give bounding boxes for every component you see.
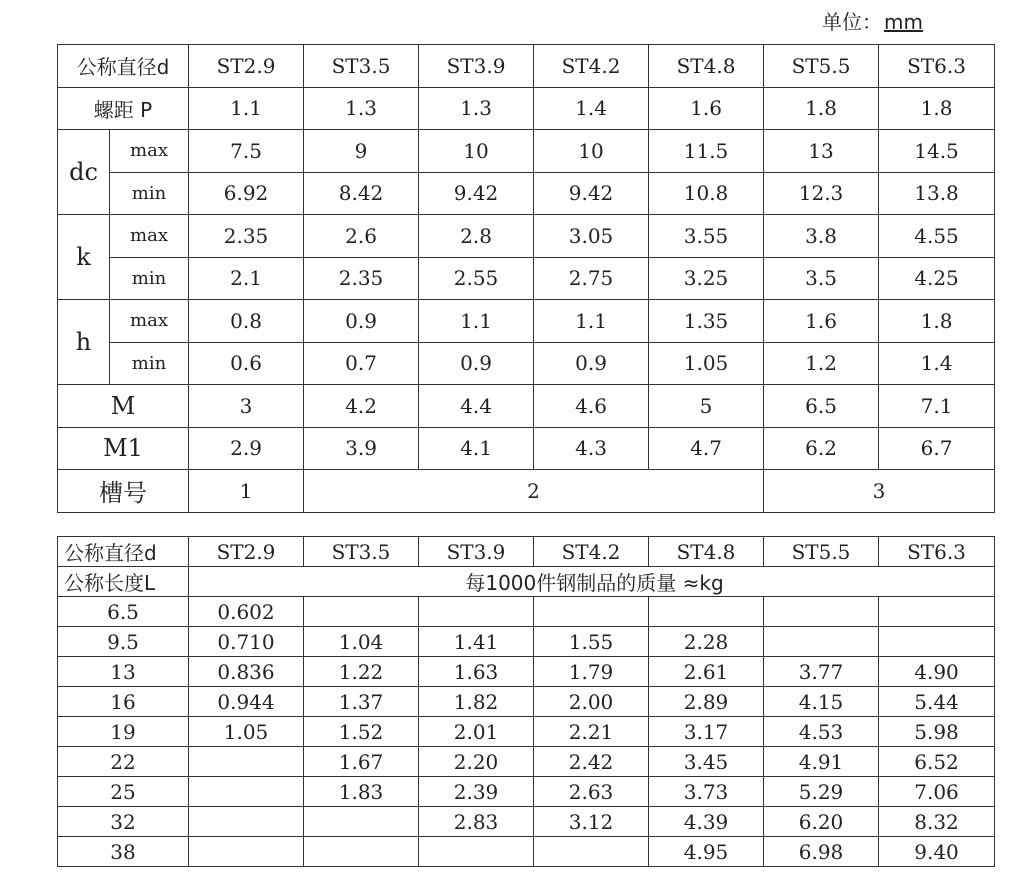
mass-row bbox=[58, 747, 995, 777]
mass-cell: 4.91 bbox=[764, 747, 879, 777]
length-cell: 38 bbox=[58, 837, 189, 867]
mass-row bbox=[58, 717, 995, 747]
mass-cell bbox=[304, 597, 419, 627]
m-cell: 4.6 bbox=[534, 385, 649, 428]
pitch-cell: 1.8 bbox=[879, 87, 995, 130]
dc-min-cell: 8.42 bbox=[304, 172, 419, 215]
h-max-row bbox=[58, 300, 995, 343]
mass-cell bbox=[189, 807, 304, 837]
pitch-cell: 1.8 bbox=[764, 87, 879, 130]
mass-cell: 1.79 bbox=[534, 657, 649, 687]
k-max-row bbox=[58, 215, 995, 258]
k-min-row bbox=[58, 257, 995, 300]
m-label: M bbox=[58, 385, 189, 428]
mass-cell: 4.39 bbox=[649, 807, 764, 837]
slot-cell: 2 bbox=[304, 470, 764, 513]
h-min-cell: 1.05 bbox=[649, 342, 764, 385]
slot-row bbox=[58, 470, 995, 513]
length-header-row bbox=[58, 567, 995, 597]
slot-cell: 1 bbox=[189, 470, 304, 513]
length-cell: 32 bbox=[58, 807, 189, 837]
length-cell: 25 bbox=[58, 777, 189, 807]
pitch-cell: 1.4 bbox=[534, 87, 649, 130]
mass-cell: 9.40 bbox=[879, 837, 995, 867]
mass-cell: 4.90 bbox=[879, 657, 995, 687]
max-label: max bbox=[110, 300, 189, 343]
h-label: h bbox=[58, 300, 110, 385]
m-cell: 3 bbox=[189, 385, 304, 428]
k-max-cell: 2.8 bbox=[419, 215, 534, 258]
table-gap bbox=[57, 520, 994, 534]
size-header-cell: ST3.5 bbox=[304, 537, 419, 567]
h-min-cell: 1.2 bbox=[764, 342, 879, 385]
m-cell: 7.1 bbox=[879, 385, 995, 428]
slot-cell: 3 bbox=[764, 470, 995, 513]
dc-min-cell: 9.42 bbox=[534, 172, 649, 215]
pitch-label: 螺距 P bbox=[58, 87, 189, 130]
pitch-cell: 1.1 bbox=[189, 87, 304, 130]
mass-cell: 1.41 bbox=[419, 627, 534, 657]
length-cell: 16 bbox=[58, 687, 189, 717]
mass-cell: 2.89 bbox=[649, 687, 764, 717]
mass-per-1000-label: 每1000件钢制品的质量 ≈kg bbox=[189, 567, 995, 597]
mass-cell: 7.06 bbox=[879, 777, 995, 807]
mass-cell: 6.98 bbox=[764, 837, 879, 867]
min-label: min bbox=[110, 172, 189, 215]
m1-cell: 2.9 bbox=[189, 427, 304, 470]
k-min-cell: 3.5 bbox=[764, 257, 879, 300]
slot-label: 槽号 bbox=[58, 470, 189, 513]
h-min-cell: 0.7 bbox=[304, 342, 419, 385]
length-cell: 6.5 bbox=[58, 597, 189, 627]
mass-cell: 1.37 bbox=[304, 687, 419, 717]
dc-max-cell: 10 bbox=[419, 130, 534, 173]
mass-cell: 8.32 bbox=[879, 807, 995, 837]
h-min-cell: 0.9 bbox=[534, 342, 649, 385]
dc-max-cell: 11.5 bbox=[649, 130, 764, 173]
mass-cell bbox=[534, 597, 649, 627]
pitch-cell: 1.3 bbox=[304, 87, 419, 130]
mass-cell: 2.00 bbox=[534, 687, 649, 717]
k-min-cell: 3.25 bbox=[649, 257, 764, 300]
m1-cell: 6.2 bbox=[764, 427, 879, 470]
h-min-cell: 1.4 bbox=[879, 342, 995, 385]
pitch-cell: 1.3 bbox=[419, 87, 534, 130]
h-min-cell: 0.9 bbox=[419, 342, 534, 385]
m-cell: 4.4 bbox=[419, 385, 534, 428]
mass-cell bbox=[879, 597, 995, 627]
mass-cell: 1.83 bbox=[304, 777, 419, 807]
m1-cell: 4.1 bbox=[419, 427, 534, 470]
mass-cell: 4.53 bbox=[764, 717, 879, 747]
dimension-table bbox=[57, 44, 995, 513]
mass-cell: 6.52 bbox=[879, 747, 995, 777]
size-header-cell: ST6.3 bbox=[879, 45, 995, 88]
mass-cell bbox=[534, 837, 649, 867]
nominal-diameter-label: 公称直径d bbox=[58, 537, 189, 567]
length-cell: 9.5 bbox=[58, 627, 189, 657]
mass-cell: 2.01 bbox=[419, 717, 534, 747]
max-label: max bbox=[110, 215, 189, 258]
dc-min-cell: 6.92 bbox=[189, 172, 304, 215]
m-cell: 6.5 bbox=[764, 385, 879, 428]
mass-cell bbox=[419, 837, 534, 867]
length-cell: 22 bbox=[58, 747, 189, 777]
mass-cell bbox=[304, 807, 419, 837]
dc-min-row bbox=[58, 172, 995, 215]
pitch-row bbox=[58, 87, 995, 130]
max-label: max bbox=[110, 130, 189, 173]
m-row bbox=[58, 385, 995, 428]
mass-cell bbox=[304, 837, 419, 867]
dc-label: dc bbox=[58, 130, 110, 215]
size-header-cell: ST5.5 bbox=[764, 537, 879, 567]
h-max-cell: 1.1 bbox=[419, 300, 534, 343]
k-min-cell: 4.25 bbox=[879, 257, 995, 300]
mass-cell: 0.602 bbox=[189, 597, 304, 627]
mass-row bbox=[58, 597, 995, 627]
h-max-cell: 1.8 bbox=[879, 300, 995, 343]
mass-cell: 2.42 bbox=[534, 747, 649, 777]
dc-max-cell: 9 bbox=[304, 130, 419, 173]
m1-cell: 6.7 bbox=[879, 427, 995, 470]
unit-value: mm bbox=[884, 10, 923, 34]
dc-max-cell: 13 bbox=[764, 130, 879, 173]
k-max-cell: 3.05 bbox=[534, 215, 649, 258]
mass-cell: 2.20 bbox=[419, 747, 534, 777]
mass-cell: 5.44 bbox=[879, 687, 995, 717]
m-cell: 4.2 bbox=[304, 385, 419, 428]
k-min-cell: 2.1 bbox=[189, 257, 304, 300]
unit-label: 单位： bbox=[822, 10, 882, 34]
min-label: min bbox=[110, 342, 189, 385]
mass-row bbox=[58, 777, 995, 807]
length-cell: 19 bbox=[58, 717, 189, 747]
unit-caption bbox=[822, 6, 923, 35]
h-min-cell: 0.6 bbox=[189, 342, 304, 385]
mass-cell bbox=[419, 597, 534, 627]
mass-cell: 6.20 bbox=[764, 807, 879, 837]
mass-cell bbox=[189, 777, 304, 807]
dc-max-cell: 7.5 bbox=[189, 130, 304, 173]
size-header-cell: ST3.9 bbox=[419, 537, 534, 567]
size-header-cell: ST4.2 bbox=[534, 537, 649, 567]
h-max-cell: 0.9 bbox=[304, 300, 419, 343]
mass-row bbox=[58, 807, 995, 837]
k-max-cell: 2.35 bbox=[189, 215, 304, 258]
mass-cell bbox=[764, 597, 879, 627]
dc-min-cell: 12.3 bbox=[764, 172, 879, 215]
dc-max-cell: 10 bbox=[534, 130, 649, 173]
mass-cell bbox=[764, 627, 879, 657]
size-header-cell: ST2.9 bbox=[189, 45, 304, 88]
size-header-cell: ST4.8 bbox=[649, 537, 764, 567]
mass-cell: 1.82 bbox=[419, 687, 534, 717]
dc-min-cell: 9.42 bbox=[419, 172, 534, 215]
k-min-cell: 2.55 bbox=[419, 257, 534, 300]
min-label: min bbox=[110, 257, 189, 300]
dc-min-cell: 10.8 bbox=[649, 172, 764, 215]
mass-size-header-row bbox=[58, 537, 995, 567]
size-header-row bbox=[58, 45, 995, 88]
mass-cell: 3.12 bbox=[534, 807, 649, 837]
mass-row bbox=[58, 627, 995, 657]
dc-max-row bbox=[58, 130, 995, 173]
k-max-cell: 4.55 bbox=[879, 215, 995, 258]
size-header-cell: ST4.8 bbox=[649, 45, 764, 88]
h-max-cell: 1.1 bbox=[534, 300, 649, 343]
mass-cell: 0.710 bbox=[189, 627, 304, 657]
size-header-cell: ST6.3 bbox=[879, 537, 995, 567]
mass-cell: 1.52 bbox=[304, 717, 419, 747]
mass-cell: 1.67 bbox=[304, 747, 419, 777]
size-header-cell: ST3.9 bbox=[419, 45, 534, 88]
mass-cell: 3.73 bbox=[649, 777, 764, 807]
mass-cell: 2.63 bbox=[534, 777, 649, 807]
m1-row bbox=[58, 427, 995, 470]
m1-cell: 3.9 bbox=[304, 427, 419, 470]
nominal-length-label: 公称长度L bbox=[58, 567, 189, 597]
length-cell: 13 bbox=[58, 657, 189, 687]
dc-min-cell: 13.8 bbox=[879, 172, 995, 215]
k-label: k bbox=[58, 215, 110, 300]
mass-cell bbox=[189, 837, 304, 867]
m-cell: 5 bbox=[649, 385, 764, 428]
mass-cell: 2.61 bbox=[649, 657, 764, 687]
size-header-cell: ST2.9 bbox=[189, 537, 304, 567]
mass-cell bbox=[879, 627, 995, 657]
mass-cell: 1.63 bbox=[419, 657, 534, 687]
h-max-cell: 1.6 bbox=[764, 300, 879, 343]
mass-cell: 1.04 bbox=[304, 627, 419, 657]
dc-max-cell: 14.5 bbox=[879, 130, 995, 173]
mass-cell: 2.28 bbox=[649, 627, 764, 657]
mass-cell: 5.29 bbox=[764, 777, 879, 807]
h-max-cell: 1.35 bbox=[649, 300, 764, 343]
k-min-cell: 2.35 bbox=[304, 257, 419, 300]
m1-cell: 4.3 bbox=[534, 427, 649, 470]
pitch-cell: 1.6 bbox=[649, 87, 764, 130]
mass-cell bbox=[189, 747, 304, 777]
mass-cell: 1.55 bbox=[534, 627, 649, 657]
size-header-cell: ST5.5 bbox=[764, 45, 879, 88]
k-max-cell: 2.6 bbox=[304, 215, 419, 258]
mass-cell: 0.836 bbox=[189, 657, 304, 687]
mass-cell: 2.83 bbox=[419, 807, 534, 837]
nominal-diameter-label: 公称直径d bbox=[58, 45, 189, 88]
mass-cell: 2.39 bbox=[419, 777, 534, 807]
mass-row bbox=[58, 657, 995, 687]
k-max-cell: 3.55 bbox=[649, 215, 764, 258]
mass-row bbox=[58, 687, 995, 717]
mass-row bbox=[58, 837, 995, 867]
size-header-cell: ST4.2 bbox=[534, 45, 649, 88]
mass-cell: 1.05 bbox=[189, 717, 304, 747]
mass-cell: 2.21 bbox=[534, 717, 649, 747]
mass-cell: 1.22 bbox=[304, 657, 419, 687]
k-min-cell: 2.75 bbox=[534, 257, 649, 300]
m1-label: M1 bbox=[58, 427, 189, 470]
size-header-cell: ST3.5 bbox=[304, 45, 419, 88]
mass-cell: 0.944 bbox=[189, 687, 304, 717]
mass-cell: 3.77 bbox=[764, 657, 879, 687]
mass-cell: 5.98 bbox=[879, 717, 995, 747]
mass-cell: 3.45 bbox=[649, 747, 764, 777]
h-min-row bbox=[58, 342, 995, 385]
m1-cell: 4.7 bbox=[649, 427, 764, 470]
h-max-cell: 0.8 bbox=[189, 300, 304, 343]
mass-cell bbox=[649, 597, 764, 627]
mass-cell: 3.17 bbox=[649, 717, 764, 747]
mass-table bbox=[57, 536, 995, 867]
k-max-cell: 3.8 bbox=[764, 215, 879, 258]
mass-cell: 4.15 bbox=[764, 687, 879, 717]
mass-cell: 4.95 bbox=[649, 837, 764, 867]
